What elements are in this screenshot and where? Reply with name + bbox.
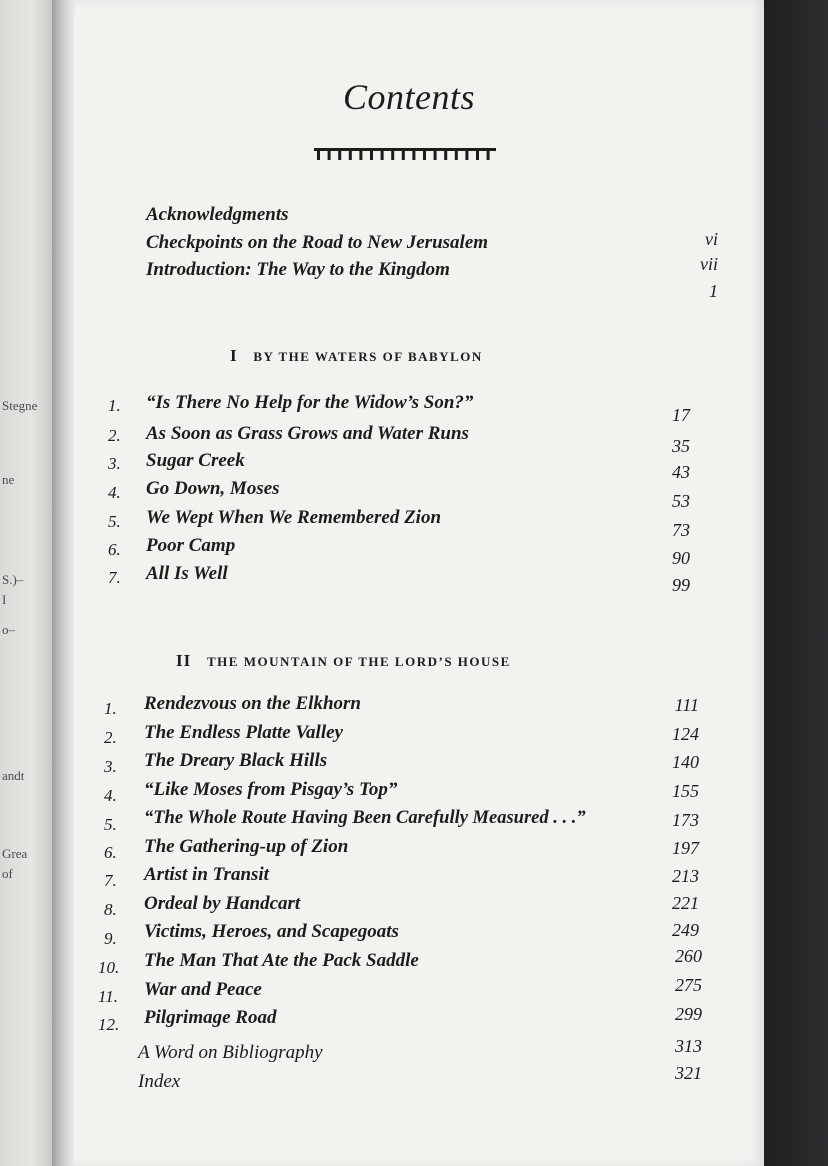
adjacent-page-fragment: ne (2, 472, 15, 487)
chapter-page: 90 (672, 548, 690, 568)
chapter-title: The Man That Ate the Pack Saddle (144, 950, 419, 971)
chapter-page: 299 (675, 1004, 702, 1024)
part-numeral: II (176, 651, 192, 670)
chapter-page: 140 (672, 752, 699, 772)
chapter-page: 221 (672, 893, 699, 913)
background-edge (764, 0, 828, 1166)
part-numeral: I (230, 346, 238, 365)
chapter-page: 53 (672, 491, 690, 511)
adjacent-page-fragment: S.)– (2, 572, 24, 587)
chapter-number: 8. (104, 900, 117, 919)
front-matter-page: 1 (709, 281, 718, 301)
page-title: Contents (342, 77, 475, 117)
chapter-title: Go Down, Moses (146, 478, 280, 499)
chapter-number: 3. (108, 454, 121, 473)
chapter-number: 6. (104, 843, 117, 862)
part-heading (176, 651, 511, 671)
chapter-title: “The Whole Route Having Been Carefully Measured . . .” (144, 808, 586, 828)
chapter-page: 43 (672, 462, 690, 482)
chapter-page: 197 (672, 838, 699, 858)
adjacent-page-fragment: o– (2, 622, 15, 637)
chapter-number: 2. (108, 426, 121, 445)
front-matter-title: Introduction: The Way to the Kingdom (146, 259, 450, 280)
adjacent-page-fragment: of (2, 866, 13, 881)
chapter-number: 4. (108, 483, 121, 502)
chapter-title: “Is There No Help for the Widow’s Son?” (146, 392, 474, 413)
front-matter-page: vi (705, 229, 718, 249)
chapter-number: 3. (104, 757, 117, 776)
chapter-title: Ordeal by Handcart (144, 893, 301, 914)
chapter-title: “Like Moses from Pisgay’s Top” (144, 779, 398, 800)
chapter-title: Sugar Creek (146, 450, 245, 471)
chapter-number: 12. (98, 1015, 120, 1034)
adjacent-page-fragment: Stegne (2, 398, 38, 413)
chapter-page: 111 (674, 695, 699, 715)
chapter-page: 99 (672, 575, 690, 595)
back-matter-title: A Word on Bibliography (138, 1042, 323, 1063)
chapter-page: 213 (672, 866, 699, 886)
back-matter-title: Index (138, 1071, 181, 1092)
chapter-page: 155 (672, 781, 699, 801)
chapter-title: We Wept When We Remembered Zion (146, 507, 442, 528)
adjacent-page (0, 0, 52, 1166)
chapter-page: 124 (672, 724, 699, 744)
chapter-number: 10. (98, 958, 120, 977)
chapter-number: 5. (104, 815, 117, 834)
contents-page (74, 0, 764, 1166)
adjacent-page-fragment: andt (2, 768, 25, 783)
chapter-page: 260 (675, 946, 702, 966)
chapter-title: Victims, Heroes, and Scapegoats (144, 921, 399, 942)
part-title: BY THE WATERS OF BABYLON (253, 349, 483, 364)
part-heading (230, 346, 483, 366)
chapter-number: 11. (98, 987, 118, 1006)
chapter-title: All Is Well (146, 563, 228, 584)
chapter-title: Poor Camp (146, 535, 236, 556)
chapter-number: 1. (108, 396, 121, 415)
adjacent-page-fragment: I (2, 592, 7, 607)
chapter-title: Pilgrimage Road (144, 1007, 277, 1028)
chapter-number: 7. (108, 568, 121, 587)
chapter-page: 17 (672, 405, 690, 425)
chapter-title: As Soon as Grass Grows and Water Runs (146, 423, 469, 444)
chapter-number: 1. (104, 699, 117, 718)
chapter-number: 5. (108, 512, 121, 531)
chapter-title: Artist in Transit (144, 864, 269, 885)
chapter-page: 35 (672, 436, 690, 456)
chapter-page: 73 (672, 520, 690, 540)
front-matter-page: vii (700, 254, 718, 274)
chapter-page: 173 (672, 810, 699, 830)
back-matter-page: 313 (675, 1036, 702, 1056)
chapter-title: The Endless Platte Valley (144, 722, 343, 743)
front-matter-title: Acknowledgments (146, 204, 289, 225)
chapter-number: 7. (104, 871, 117, 890)
front-matter-title: Checkpoints on the Road to New Jerusalem (146, 232, 489, 253)
adjacent-page-fragment: Grea (2, 846, 28, 861)
chapter-title: War and Peace (144, 979, 262, 1000)
chapter-title: The Dreary Black Hills (144, 750, 328, 771)
chapter-title: Rendezvous on the Elkhorn (144, 693, 361, 714)
chapter-page: 249 (672, 920, 699, 940)
chapter-number: 4. (104, 786, 117, 805)
chapter-number: 6. (108, 540, 121, 559)
chapter-title: The Gathering-up of Zion (144, 836, 349, 857)
ornament-rule (314, 148, 496, 168)
back-matter-page: 321 (675, 1063, 702, 1083)
chapter-page: 275 (675, 975, 702, 995)
chapter-number: 2. (104, 728, 117, 747)
part-title: THE MOUNTAIN OF THE LORD’S HOUSE (206, 654, 511, 669)
chapter-number: 9. (104, 929, 117, 948)
book-gutter (52, 0, 74, 1166)
